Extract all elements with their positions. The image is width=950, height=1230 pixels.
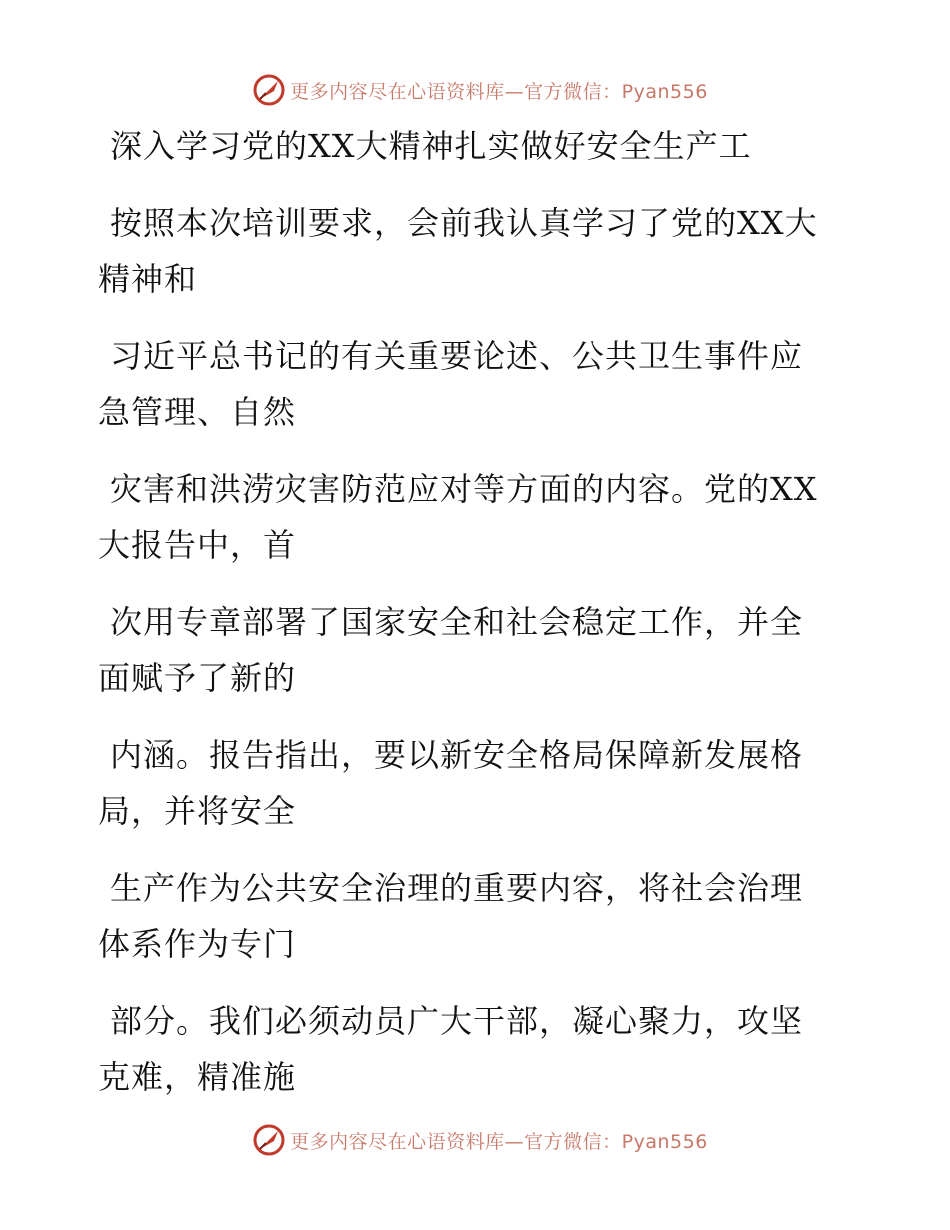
quill-logo-icon <box>252 73 286 107</box>
paragraph <box>98 727 858 839</box>
paragraph-line: 部分。我们必须动员广大干部，凝心聚力，攻坚 <box>110 1002 804 1040</box>
paragraph-line: 急管理、自然 <box>98 393 297 431</box>
paragraph-line: 按照本次培训要求，会前我认真学习了党的XX大 <box>110 204 818 242</box>
paragraph <box>98 195 858 307</box>
paragraph-line: 次用专章部署了国家安全和社会稳定工作，并全 <box>110 603 804 641</box>
document-title: 深入学习党的XX大精神扎实做好安全生产工 <box>110 127 752 165</box>
header-banner-text: 更多内容尽在心语资料库—官方微信：Pyan556 <box>290 80 708 103</box>
paragraph-line: 局，并将安全 <box>98 792 297 830</box>
paragraph <box>98 993 858 1105</box>
document-body <box>98 118 858 1105</box>
paragraph-line: 内涵。报告指出，要以新安全格局保障新发展格 <box>110 736 804 774</box>
header-banner <box>0 70 950 110</box>
paragraph-line: 生产作为公共安全治理的重要内容，将社会治理 <box>110 869 804 907</box>
footer-banner-text: 更多内容尽在心语资料库—官方微信：Pyan556 <box>290 1130 708 1153</box>
paragraph <box>98 594 858 706</box>
paragraph-line: 习近平总书记的有关重要论述、公共卫生事件应 <box>110 337 804 375</box>
paragraph-line: 灾害和洪涝灾害防范应对等方面的内容。党的XX <box>110 470 818 508</box>
footer-banner <box>0 1120 950 1160</box>
paragraph <box>98 860 858 972</box>
paragraph-line: 体系作为专门 <box>98 925 297 963</box>
paragraph-line: 精神和 <box>98 260 198 298</box>
paragraph-line: 大报告中，首 <box>98 526 297 564</box>
paragraph <box>98 328 858 440</box>
paragraph <box>98 461 858 573</box>
paragraph-line: 克难，精准施 <box>98 1058 297 1096</box>
quill-logo-icon <box>252 1123 286 1157</box>
paragraph-line: 面赋予了新的 <box>98 659 297 697</box>
